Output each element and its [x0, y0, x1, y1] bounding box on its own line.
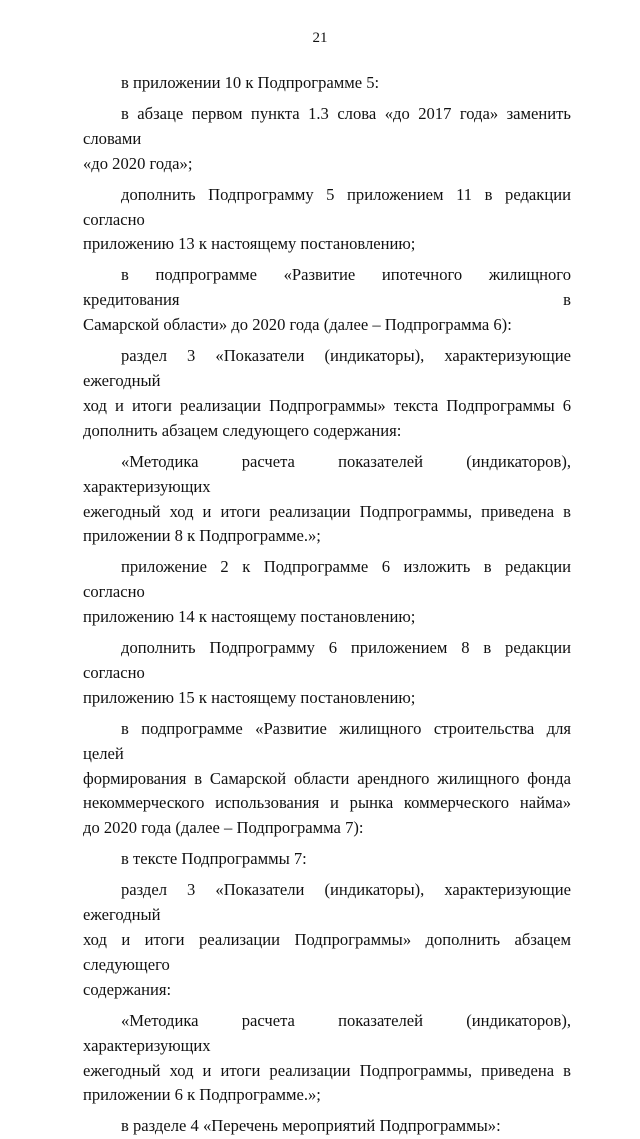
paragraph-line: приложении 6 к Подпрограмме.»;: [83, 1085, 321, 1105]
paragraph: [83, 878, 571, 1003]
paragraph-line: дополнить Подпрограмму 5 приложением 11 в редакции согласно: [83, 184, 571, 229]
paragraph: [83, 636, 571, 711]
paragraph-line: ежегодный ход и итоги реализации Подпрограммы, приведена в: [83, 501, 571, 521]
paragraph-line: содержания:: [83, 979, 172, 999]
paragraph-line: дополнить Подпрограмму 6 приложением 8 в редакции согласно: [83, 638, 571, 682]
page-number: 21: [312, 30, 328, 46]
paragraph: [83, 1009, 571, 1109]
paragraph-line: приложению 15 к настоящему постановлению;: [83, 687, 416, 707]
paragraph-line: приложению 14 к настоящему постановлению;: [83, 607, 416, 627]
paragraph-line: приложении 8 к Подпрограмме.»;: [83, 526, 321, 546]
paragraph-line: раздел 3 «Показатели (индикаторы), характеризующие ежегодный: [83, 346, 571, 390]
paragraph-line: до 2020 года (далее – Подпрограмма 7):: [83, 818, 364, 838]
paragraph: [83, 263, 571, 338]
paragraph: [83, 1114, 571, 1139]
paragraph-line: «Методика расчета показателей (индикаторов), характеризующих: [83, 1010, 571, 1055]
paragraph-line: в абзаце первом пункта 1.3 слова «до 2017 года» заменить словами: [83, 103, 571, 148]
paragraph: [83, 183, 571, 258]
paragraph-line: приложению 13 к настоящему постановлению;: [83, 234, 416, 254]
paragraph: [83, 450, 571, 550]
paragraph-line: в разделе 4 «Перечень мероприятий Подпрограммы»:: [121, 1116, 501, 1136]
paragraph: [83, 71, 571, 96]
paragraph-line: в приложении 10 к Подпрограмме 5:: [121, 73, 380, 92]
paragraph-line: некоммерческого использования и рынка коммерческого найма»: [83, 793, 571, 813]
paragraph-line: «до 2020 года»;: [83, 153, 193, 173]
paragraph-line: «Методика расчета показателей (индикаторов), характеризующих: [83, 451, 571, 496]
paragraph-line: формирования в Самарской области арендного жилищного фонда: [83, 768, 571, 788]
paragraph-line: приложение 2 к Подпрограмме 6 изложить в редакции согласно: [83, 557, 571, 602]
document-body: [83, 71, 571, 1139]
paragraph: [83, 847, 571, 872]
paragraph-line: ежегодный ход и итоги реализации Подпрограммы, приведена в: [83, 1060, 571, 1080]
paragraph-line: дополнить абзацем следующего содержания:: [83, 420, 402, 440]
paragraph-line: в тексте Подпрограммы 7:: [121, 849, 307, 869]
paragraph: [83, 555, 571, 630]
paragraph-line: ход и итоги реализации Подпрограммы» дополнить абзацем следующего: [83, 930, 571, 974]
paragraph-line: в подпрограмме «Развитие ипотечного жилищного кредитования в: [83, 265, 571, 310]
paragraph-line: в подпрограмме «Развитие жилищного строительства для целей: [83, 718, 571, 763]
paragraph-line: ход и итоги реализации Подпрограммы» текста Подпрограммы 6: [83, 395, 571, 415]
paragraph-line: раздел 3 «Показатели (индикаторы), характеризующие ежегодный: [83, 880, 571, 925]
paragraph-line: Самарской области» до 2020 года (далее – Подпрограмма 6):: [83, 315, 512, 335]
paragraph: [83, 102, 571, 177]
paragraph: [83, 717, 571, 842]
paragraph: [83, 344, 571, 444]
